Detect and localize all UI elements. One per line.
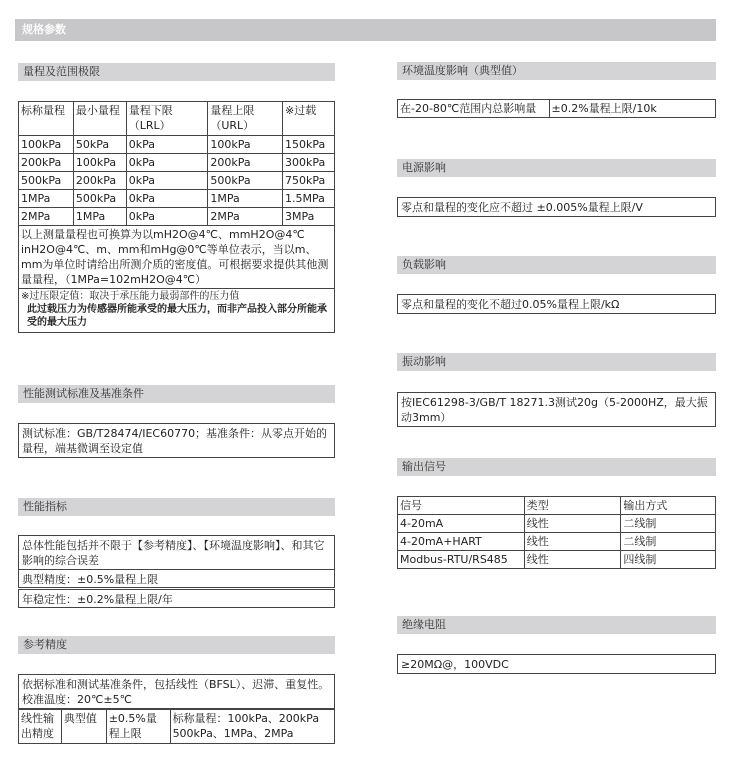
reference-table xyxy=(18,709,335,744)
cell: 4-20mA xyxy=(398,515,525,533)
cell: 200kPa xyxy=(73,172,126,190)
nominal-range-line2: 500kPa、1MPa、2MPa xyxy=(172,727,294,740)
header-cell: 类型 xyxy=(524,497,621,515)
table-row xyxy=(19,136,335,154)
cell: 线性 xyxy=(524,533,621,551)
cell: 2MPa xyxy=(19,208,74,226)
cell: 线性输出精度 xyxy=(19,710,62,744)
section-heading-vibration: 振动影响 xyxy=(397,353,716,371)
header-cell: 信号 xyxy=(398,497,525,515)
section-heading-reference: 参考精度 xyxy=(18,636,335,654)
cell: 150kPa xyxy=(283,136,335,154)
cell: 4-20mA+HART xyxy=(398,533,525,551)
header-cell xyxy=(208,102,283,136)
table-row xyxy=(19,208,335,226)
section-heading-range: 量程及范围极限 xyxy=(18,63,335,81)
range-overload-note-row xyxy=(19,289,335,333)
performance-stability: 年稳定性：±0.2%量程上限/年 xyxy=(18,589,335,608)
cell: 200kPa xyxy=(19,154,74,172)
cell: 1MPa xyxy=(73,208,126,226)
cell: 线性 xyxy=(524,551,621,569)
header-cell: 输出方式 xyxy=(621,497,716,515)
table-row xyxy=(19,172,335,190)
cell: 典型值 xyxy=(61,710,106,744)
header-cell-text: 量程上限 xyxy=(210,104,255,117)
section-heading-test-standard: 性能测试标准及基准条件 xyxy=(18,385,335,403)
table-row xyxy=(398,100,716,118)
cell: 1MPa xyxy=(19,190,74,208)
table-row xyxy=(398,515,716,533)
table-row xyxy=(19,710,335,744)
overload-note-line1: ※过压限定值：取决于承压能力最弱部件的压力值 xyxy=(21,291,240,302)
cell: 0kPa xyxy=(126,154,208,172)
section-heading-ambient: 环境温度影响（典型值） xyxy=(397,62,716,80)
performance-typical-accuracy: 典型精度：±0.5%量程上限 xyxy=(18,569,335,588)
cell: 二线制 xyxy=(621,515,716,533)
cell: 500kPa xyxy=(73,190,126,208)
table-row xyxy=(398,533,716,551)
cell: 四线制 xyxy=(621,551,716,569)
output-table xyxy=(397,496,716,569)
header-cell-text: （URL） xyxy=(210,119,255,132)
header-cell xyxy=(126,102,208,136)
overload-note xyxy=(19,289,335,333)
table-row xyxy=(398,551,716,569)
section-heading-performance: 性能指标 xyxy=(18,498,335,516)
range-table-header xyxy=(19,102,335,136)
header-cell: 标称量程 xyxy=(19,102,74,136)
cell: 500kPa xyxy=(208,172,283,190)
cell: 2MPa xyxy=(208,208,283,226)
nominal-range-line1: 标称量程：100kPa、200kPa xyxy=(172,712,320,725)
cell: 0kPa xyxy=(126,190,208,208)
cell: 二线制 xyxy=(621,533,716,551)
header-cell: 最小量程 xyxy=(73,102,126,136)
cell: ±0.2%量程上限/10k xyxy=(549,100,715,118)
reference-text: 依据标准和测试基准条件，包括线性（BFSL）、迟滞、重复性。校准温度：20℃±5℃ xyxy=(18,674,335,709)
range-note-row xyxy=(19,226,335,289)
header-cell-text: 量程下限 xyxy=(128,104,173,117)
range-note: 以上测量量程也可换算为以mH2O@4℃、mmH2O@4℃ inH2O@4℃、m、mm和mHg@0℃等单位表示，当以m、mm为单位时请给出所测介质的密度值。可根据要求提供其他测量量程，（1MPa=102mH2O@4℃） xyxy=(19,226,335,289)
cell: 100kPa xyxy=(73,154,126,172)
page-title: 规格参数 xyxy=(15,19,716,41)
cell: 线性 xyxy=(524,515,621,533)
section-heading-insulation: 绝缘电阻 xyxy=(397,616,716,634)
cell: 3MPa xyxy=(283,208,335,226)
section-heading-power: 电源影响 xyxy=(397,159,716,177)
header-cell-text: （LRL） xyxy=(128,119,171,132)
cell: 750kPa xyxy=(283,172,335,190)
cell: 0kPa xyxy=(126,208,208,226)
cell: 0kPa xyxy=(126,136,208,154)
table-row xyxy=(19,190,335,208)
section-heading-output: 输出信号 xyxy=(397,458,716,476)
cell: Modbus-RTU/RS485 xyxy=(398,551,525,569)
cell xyxy=(170,710,334,744)
ambient-table xyxy=(397,99,716,118)
cell: ±0.5%量程上限 xyxy=(106,710,170,744)
range-table xyxy=(18,101,335,333)
overload-note-line2: 此过载压力为传感器所能承受的最大压力，而非产品投入部分所能承受的最大压力 xyxy=(27,304,327,328)
table-row xyxy=(19,154,335,172)
cell: 0kPa xyxy=(126,172,208,190)
insulation-text: ≥20MΩ@，100VDC xyxy=(397,654,716,674)
test-standard-text: 测试标准：GB/T28474/IEC60770；基准条件：从零点开始的量程，端基微调至设定值 xyxy=(18,423,335,458)
section-heading-load: 负载影响 xyxy=(397,256,716,274)
performance-overall-text: 总体性能包括并不限于【参考精度】、【环境温度影响】、和其它影响的综合误差 xyxy=(18,535,335,570)
cell: 50kPa xyxy=(73,136,126,154)
vibration-text: 按IEC61298-3/GB/T 18271.3测试20g（5-2000HZ，最大振动3mm） xyxy=(397,392,716,427)
cell: 500kPa xyxy=(19,172,74,190)
cell: 200kPa xyxy=(208,154,283,172)
header-cell: ※过载 xyxy=(283,102,335,136)
output-table-header xyxy=(398,497,716,515)
load-text: 零点和量程的变化不超过0.05%量程上限/kΩ xyxy=(397,294,716,314)
cell: 100kPa xyxy=(19,136,74,154)
cell: 1MPa xyxy=(208,190,283,208)
cell: 在-20-80℃范围内总影响量 xyxy=(398,100,550,118)
cell: 300kPa xyxy=(283,154,335,172)
cell: 100kPa xyxy=(208,136,283,154)
cell: 1.5MPa xyxy=(283,190,335,208)
power-text: 零点和量程的变化应不超过 ±0.005%量程上限/V xyxy=(397,197,716,217)
